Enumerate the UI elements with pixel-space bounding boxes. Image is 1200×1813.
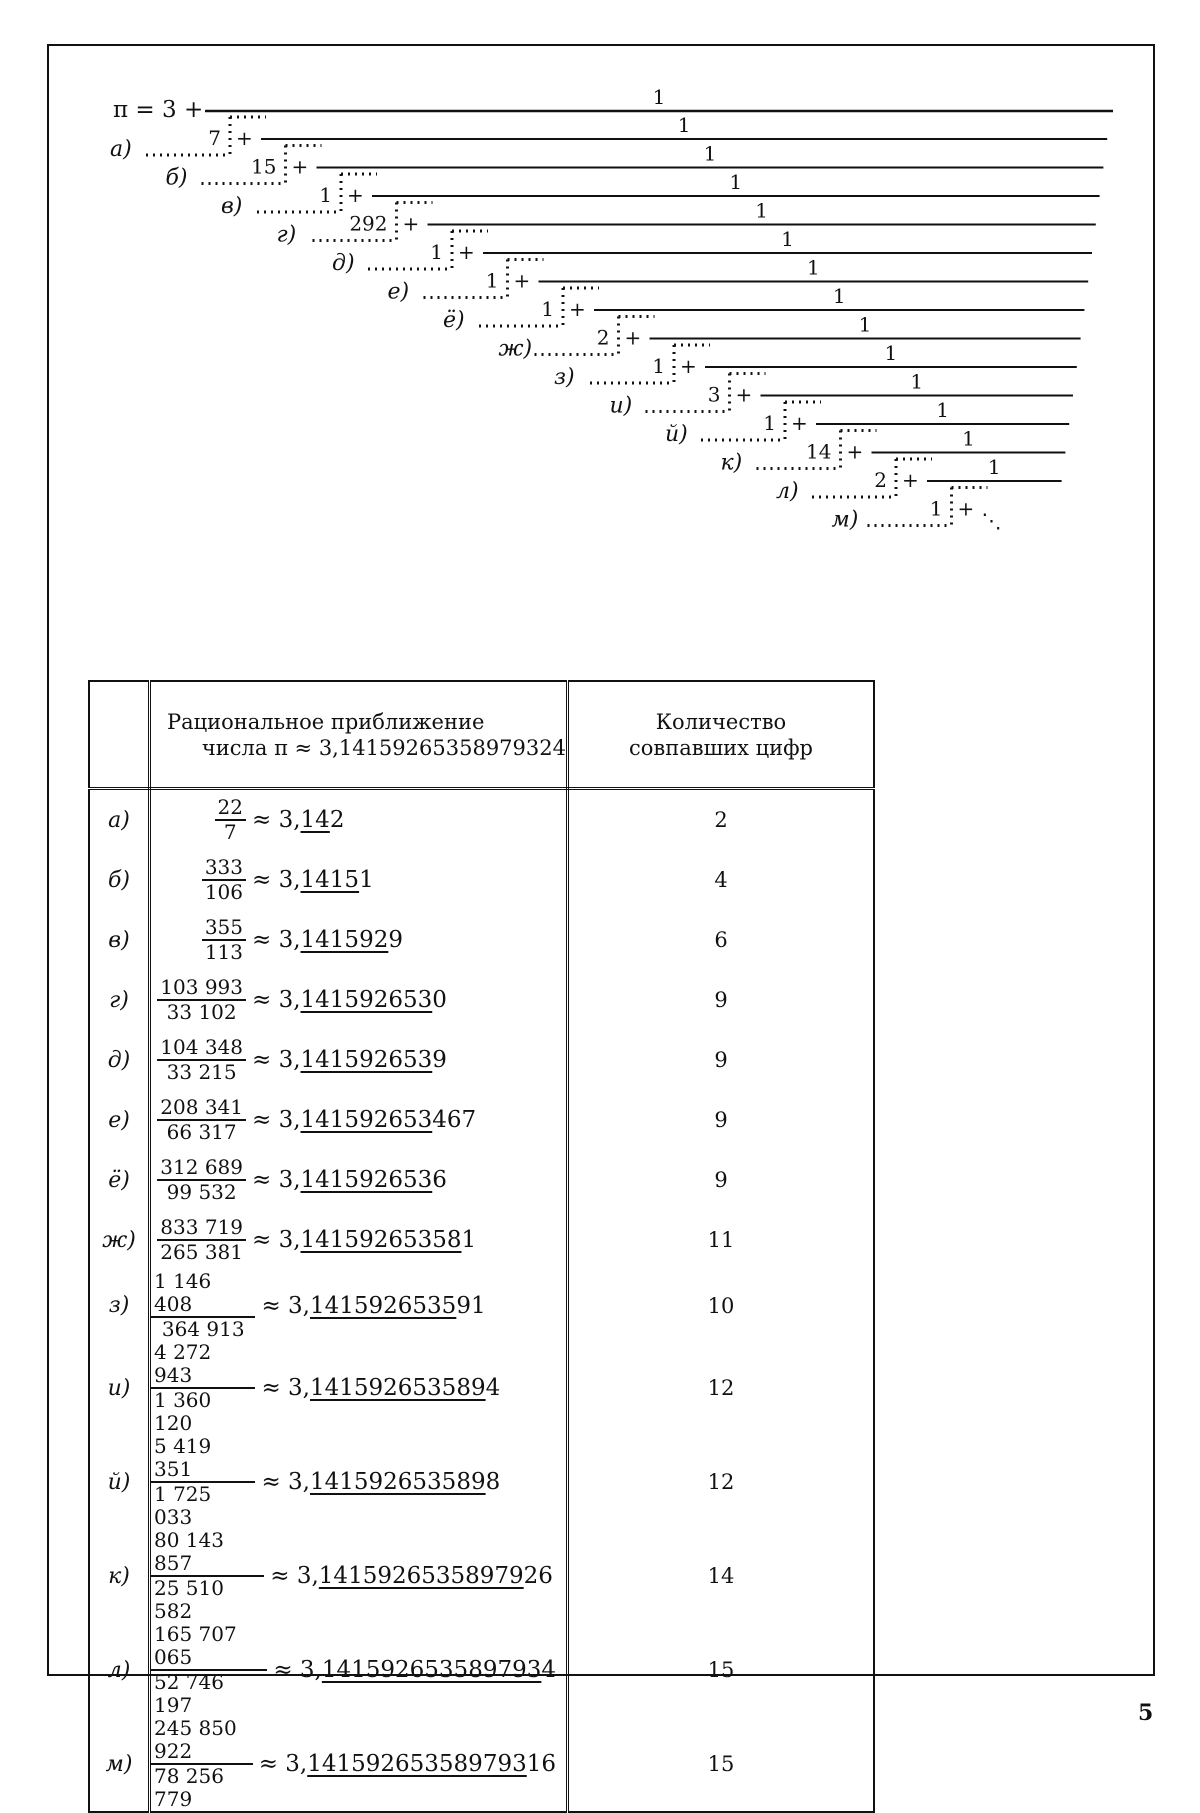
approximation-cell bbox=[150, 1717, 568, 1812]
partial-quotient: 3 bbox=[708, 383, 721, 407]
decimal-approximation bbox=[270, 1563, 556, 1589]
fraction bbox=[157, 976, 246, 1024]
partial-quotient: 2 bbox=[874, 468, 887, 492]
row-label: ж) bbox=[89, 1210, 150, 1270]
plus-sign: + bbox=[347, 183, 364, 207]
table-row bbox=[89, 850, 874, 910]
matched-count: 4 bbox=[568, 850, 875, 910]
partial-quotient: 1 bbox=[430, 240, 443, 264]
fraction bbox=[151, 1270, 255, 1341]
level-label: и) bbox=[610, 394, 633, 419]
plus-sign: + bbox=[292, 155, 309, 179]
table-header-row bbox=[89, 681, 874, 789]
decimal-approximation bbox=[252, 807, 556, 833]
matched-count: 10 bbox=[568, 1270, 875, 1341]
fraction bbox=[202, 856, 246, 904]
fraction bbox=[202, 916, 246, 964]
fraction-denominator: 25 510 582 bbox=[151, 1577, 264, 1623]
fraction-numerator: 1 bbox=[833, 284, 846, 308]
fraction bbox=[157, 1156, 246, 1204]
fraction-numerator: 1 bbox=[988, 455, 1001, 479]
fraction-denominator: 364 913 bbox=[159, 1318, 248, 1341]
approx-prefix: ≈ 3, bbox=[270, 1563, 319, 1589]
fraction-numerator: 833 719 bbox=[157, 1216, 246, 1241]
table-row bbox=[89, 1030, 874, 1090]
matched-count: 2 bbox=[568, 789, 875, 851]
fraction-numerator: 1 bbox=[678, 113, 691, 137]
remaining-digits: 9 bbox=[388, 927, 403, 953]
plus-sign: + bbox=[458, 240, 475, 264]
remaining-digits: 0 bbox=[432, 987, 447, 1013]
row-label: з) bbox=[89, 1270, 150, 1341]
matched-digits: 1415 bbox=[301, 867, 360, 893]
approximation-cell bbox=[150, 1623, 568, 1717]
matched-digits: 141592653589793 bbox=[322, 1657, 542, 1683]
fraction-denominator: 7 bbox=[221, 821, 240, 844]
partial-quotient: 1 bbox=[763, 411, 776, 435]
approx-prefix: ≈ 3, bbox=[259, 1751, 308, 1777]
header-count-line1: Количество bbox=[569, 709, 873, 735]
table-row bbox=[89, 789, 874, 851]
level-label: й) bbox=[665, 422, 688, 447]
fraction-denominator: 106 bbox=[202, 881, 246, 904]
fraction-numerator: 1 bbox=[885, 341, 898, 365]
fraction-numerator: 1 bbox=[910, 370, 923, 394]
table-row bbox=[89, 1529, 874, 1623]
matched-count: 9 bbox=[568, 1030, 875, 1090]
header-approximation-line2: числа π ≈ 3,14159265358979324 bbox=[151, 735, 566, 761]
header-count-line2: совпавших цифр bbox=[569, 735, 873, 761]
matched-count: 12 bbox=[568, 1435, 875, 1529]
fraction-denominator: 113 bbox=[202, 941, 246, 964]
plus-sign: + bbox=[736, 383, 753, 407]
approximation-cell bbox=[150, 1270, 568, 1341]
fraction bbox=[157, 1216, 246, 1264]
fraction-denominator: 78 256 779 bbox=[151, 1765, 253, 1811]
remaining-digits: 1 bbox=[462, 1227, 477, 1253]
partial-quotient: 1 bbox=[486, 269, 499, 293]
partial-quotient: 1 bbox=[930, 497, 943, 521]
fraction-denominator: 66 317 bbox=[164, 1121, 240, 1144]
row-label: м) bbox=[89, 1717, 150, 1812]
fraction-numerator: 333 bbox=[202, 856, 246, 881]
decimal-approximation bbox=[252, 927, 556, 953]
level-label: ё) bbox=[443, 308, 465, 333]
approx-prefix: ≈ 3, bbox=[261, 1293, 310, 1319]
row-label: д) bbox=[89, 1030, 150, 1090]
row-label: и) bbox=[89, 1341, 150, 1435]
partial-quotient: 292 bbox=[349, 212, 387, 236]
remaining-digits: 1 bbox=[359, 867, 374, 893]
remaining-digits: 2 bbox=[330, 807, 345, 833]
level-label: е) bbox=[388, 280, 410, 305]
decimal-approximation bbox=[252, 1047, 556, 1073]
fraction bbox=[151, 1435, 255, 1529]
approximation-cell bbox=[150, 1435, 568, 1529]
level-label: ж) bbox=[499, 337, 533, 362]
fraction-denominator: 33 215 bbox=[164, 1061, 240, 1084]
approximation-cell bbox=[150, 1341, 568, 1435]
decimal-approximation bbox=[261, 1293, 556, 1319]
row-label: й) bbox=[89, 1435, 150, 1529]
matched-count: 14 bbox=[568, 1529, 875, 1623]
ellipsis-mark: ⋱ bbox=[982, 509, 1002, 533]
fraction-numerator: 1 146 408 bbox=[151, 1270, 255, 1318]
fraction-numerator: 1 bbox=[962, 427, 975, 451]
table-row bbox=[89, 1210, 874, 1270]
approximation-cell bbox=[150, 850, 568, 910]
matched-digits: 14159265358979 bbox=[319, 1563, 524, 1589]
fraction-denominator: 33 102 bbox=[164, 1001, 240, 1024]
approximations-table bbox=[88, 680, 875, 1813]
approximation-cell bbox=[150, 970, 568, 1030]
table-row bbox=[89, 1623, 874, 1717]
approx-prefix: ≈ 3, bbox=[252, 987, 301, 1013]
approx-prefix: ≈ 3, bbox=[252, 1047, 301, 1073]
fraction bbox=[157, 1036, 246, 1084]
fraction-numerator: 1 bbox=[755, 199, 768, 223]
row-label: в) bbox=[89, 910, 150, 970]
approximation-cell bbox=[150, 1150, 568, 1210]
level-label: г) bbox=[277, 223, 297, 248]
header-count-cell bbox=[568, 681, 875, 789]
fraction-numerator: 208 341 bbox=[157, 1096, 246, 1121]
table-body bbox=[89, 789, 874, 1813]
decimal-approximation bbox=[261, 1375, 556, 1401]
fraction bbox=[151, 1341, 255, 1435]
fraction bbox=[215, 796, 246, 844]
plus-sign: + bbox=[514, 269, 531, 293]
approximation-cell bbox=[150, 1090, 568, 1150]
pi-equals-prefix: π = 3 + bbox=[113, 97, 203, 123]
partial-quotient: 7 bbox=[208, 126, 221, 150]
fraction-denominator: 1 725 033 bbox=[151, 1483, 255, 1529]
fraction-numerator: 5 419 351 bbox=[151, 1435, 255, 1483]
fraction-denominator: 265 381 bbox=[157, 1241, 246, 1264]
table-row bbox=[89, 910, 874, 970]
table-row bbox=[89, 1150, 874, 1210]
header-label-cell bbox=[89, 681, 150, 789]
matched-digits: 141592653 bbox=[301, 1047, 433, 1073]
approx-prefix: ≈ 3, bbox=[252, 867, 301, 893]
plus-sign: + bbox=[236, 126, 253, 150]
decimal-approximation bbox=[259, 1751, 556, 1777]
plus-sign: + bbox=[569, 297, 586, 321]
level-label: л) bbox=[776, 479, 799, 504]
matched-count: 15 bbox=[568, 1717, 875, 1812]
fraction-numerator: 1 bbox=[807, 256, 820, 280]
matched-digits: 141592653589793 bbox=[307, 1751, 527, 1777]
fraction-numerator: 355 bbox=[202, 916, 246, 941]
page-number: 5 bbox=[1138, 1700, 1153, 1726]
partial-quotient: 1 bbox=[652, 354, 665, 378]
decimal-approximation bbox=[273, 1657, 556, 1683]
fraction-numerator: 104 348 bbox=[157, 1036, 246, 1061]
approximation-cell bbox=[150, 1030, 568, 1090]
approx-prefix: ≈ 3, bbox=[252, 1167, 301, 1193]
matched-count: 9 bbox=[568, 1150, 875, 1210]
matched-count: 12 bbox=[568, 1341, 875, 1435]
remaining-digits: 4 bbox=[541, 1657, 556, 1683]
fraction-numerator: 1 bbox=[729, 170, 742, 194]
matched-count: 9 bbox=[568, 1090, 875, 1150]
matched-count: 11 bbox=[568, 1210, 875, 1270]
fraction-numerator: 1 bbox=[859, 313, 872, 337]
matched-digits: 141592653 bbox=[301, 987, 433, 1013]
fraction-numerator: 1 bbox=[936, 398, 949, 422]
partial-quotient: 2 bbox=[597, 326, 610, 350]
fraction-numerator: 165 707 065 bbox=[151, 1623, 267, 1671]
remaining-digits: 6 bbox=[432, 1167, 447, 1193]
remaining-digits: 9 bbox=[432, 1047, 447, 1073]
header-approximation-cell bbox=[150, 681, 568, 789]
partial-quotient: 1 bbox=[541, 297, 554, 321]
approx-prefix: ≈ 3, bbox=[261, 1375, 310, 1401]
matched-digits: 141592653 bbox=[301, 1167, 433, 1193]
level-label: д) bbox=[332, 251, 355, 276]
plus-sign: + bbox=[958, 497, 975, 521]
remaining-digits: 26 bbox=[524, 1563, 553, 1589]
approximation-cell bbox=[150, 789, 568, 851]
approximation-cell bbox=[150, 1210, 568, 1270]
fraction-numerator: 1 bbox=[704, 142, 717, 166]
level-label: а) bbox=[110, 137, 132, 162]
approx-prefix: ≈ 3, bbox=[261, 1469, 310, 1495]
fraction-numerator: 22 bbox=[215, 796, 246, 821]
matched-digits: 14 bbox=[301, 807, 330, 833]
fraction bbox=[157, 1096, 246, 1144]
fraction-numerator: 312 689 bbox=[157, 1156, 246, 1181]
approx-prefix: ≈ 3, bbox=[252, 1227, 301, 1253]
level-label: з) bbox=[554, 365, 575, 390]
level-label: м) bbox=[832, 508, 859, 533]
plus-sign: + bbox=[847, 440, 864, 464]
matched-digits: 141592 bbox=[301, 927, 389, 953]
matched-count: 6 bbox=[568, 910, 875, 970]
fraction-numerator: 1 bbox=[781, 227, 794, 251]
remaining-digits: 91 bbox=[456, 1293, 485, 1319]
decimal-approximation bbox=[252, 987, 556, 1013]
remaining-digits: 4 bbox=[486, 1375, 501, 1401]
plus-sign: + bbox=[625, 326, 642, 350]
row-label: ё) bbox=[89, 1150, 150, 1210]
decimal-approximation bbox=[261, 1469, 556, 1495]
table-row bbox=[89, 1341, 874, 1435]
approx-prefix: ≈ 3, bbox=[252, 1107, 301, 1133]
remaining-digits: 467 bbox=[432, 1107, 476, 1133]
remaining-digits: 8 bbox=[486, 1469, 501, 1495]
row-label: к) bbox=[89, 1529, 150, 1623]
fraction bbox=[151, 1717, 253, 1811]
approximation-cell bbox=[150, 1529, 568, 1623]
matched-digits: 141592653589 bbox=[310, 1469, 486, 1495]
fraction-numerator: 80 143 857 bbox=[151, 1529, 264, 1577]
level-label: в) bbox=[221, 194, 242, 219]
plus-sign: + bbox=[680, 354, 697, 378]
matched-count: 9 bbox=[568, 970, 875, 1030]
fraction-denominator: 52 746 197 bbox=[151, 1671, 267, 1717]
partial-quotient: 1 bbox=[319, 183, 332, 207]
header-approximation-line1: Рациональное приближение bbox=[151, 709, 566, 735]
fraction-denominator: 1 360 120 bbox=[151, 1389, 255, 1435]
fraction-denominator: 99 532 bbox=[164, 1181, 240, 1204]
plus-sign: + bbox=[791, 411, 808, 435]
table-row bbox=[89, 1090, 874, 1150]
decimal-approximation bbox=[252, 1167, 556, 1193]
table-row bbox=[89, 1435, 874, 1529]
remaining-digits: 16 bbox=[527, 1751, 556, 1777]
level-label: б) bbox=[166, 166, 188, 191]
continued-fraction-diagram bbox=[0, 0, 1200, 600]
table-row bbox=[89, 970, 874, 1030]
decimal-approximation bbox=[252, 1107, 556, 1133]
approx-prefix: ≈ 3, bbox=[273, 1657, 322, 1683]
decimal-approximation bbox=[252, 1227, 556, 1253]
approx-prefix: ≈ 3, bbox=[252, 927, 301, 953]
approx-prefix: ≈ 3, bbox=[252, 807, 301, 833]
fraction-numerator: 245 850 922 bbox=[151, 1717, 253, 1765]
row-label: б) bbox=[89, 850, 150, 910]
fraction-numerator: 103 993 bbox=[157, 976, 246, 1001]
fraction bbox=[151, 1623, 267, 1717]
plus-sign: + bbox=[902, 468, 919, 492]
approximation-cell bbox=[150, 910, 568, 970]
matched-digits: 1415926535 bbox=[310, 1293, 456, 1319]
plus-sign: + bbox=[403, 212, 420, 236]
matched-count: 15 bbox=[568, 1623, 875, 1717]
row-label: е) bbox=[89, 1090, 150, 1150]
partial-quotient: 14 bbox=[806, 440, 831, 464]
row-label: а) bbox=[89, 789, 150, 851]
matched-digits: 141592653589 bbox=[310, 1375, 486, 1401]
fraction-numerator: 4 272 943 bbox=[151, 1341, 255, 1389]
fraction bbox=[151, 1529, 264, 1623]
row-label: г) bbox=[89, 970, 150, 1030]
row-label: л) bbox=[89, 1623, 150, 1717]
matched-digits: 14159265358 bbox=[301, 1227, 462, 1253]
decimal-approximation bbox=[252, 867, 556, 893]
matched-digits: 141592653 bbox=[301, 1107, 433, 1133]
table-row bbox=[89, 1270, 874, 1341]
partial-quotient: 15 bbox=[251, 155, 276, 179]
fraction-numerator: 1 bbox=[653, 85, 666, 109]
table-row bbox=[89, 1717, 874, 1812]
level-label: к) bbox=[721, 451, 743, 476]
